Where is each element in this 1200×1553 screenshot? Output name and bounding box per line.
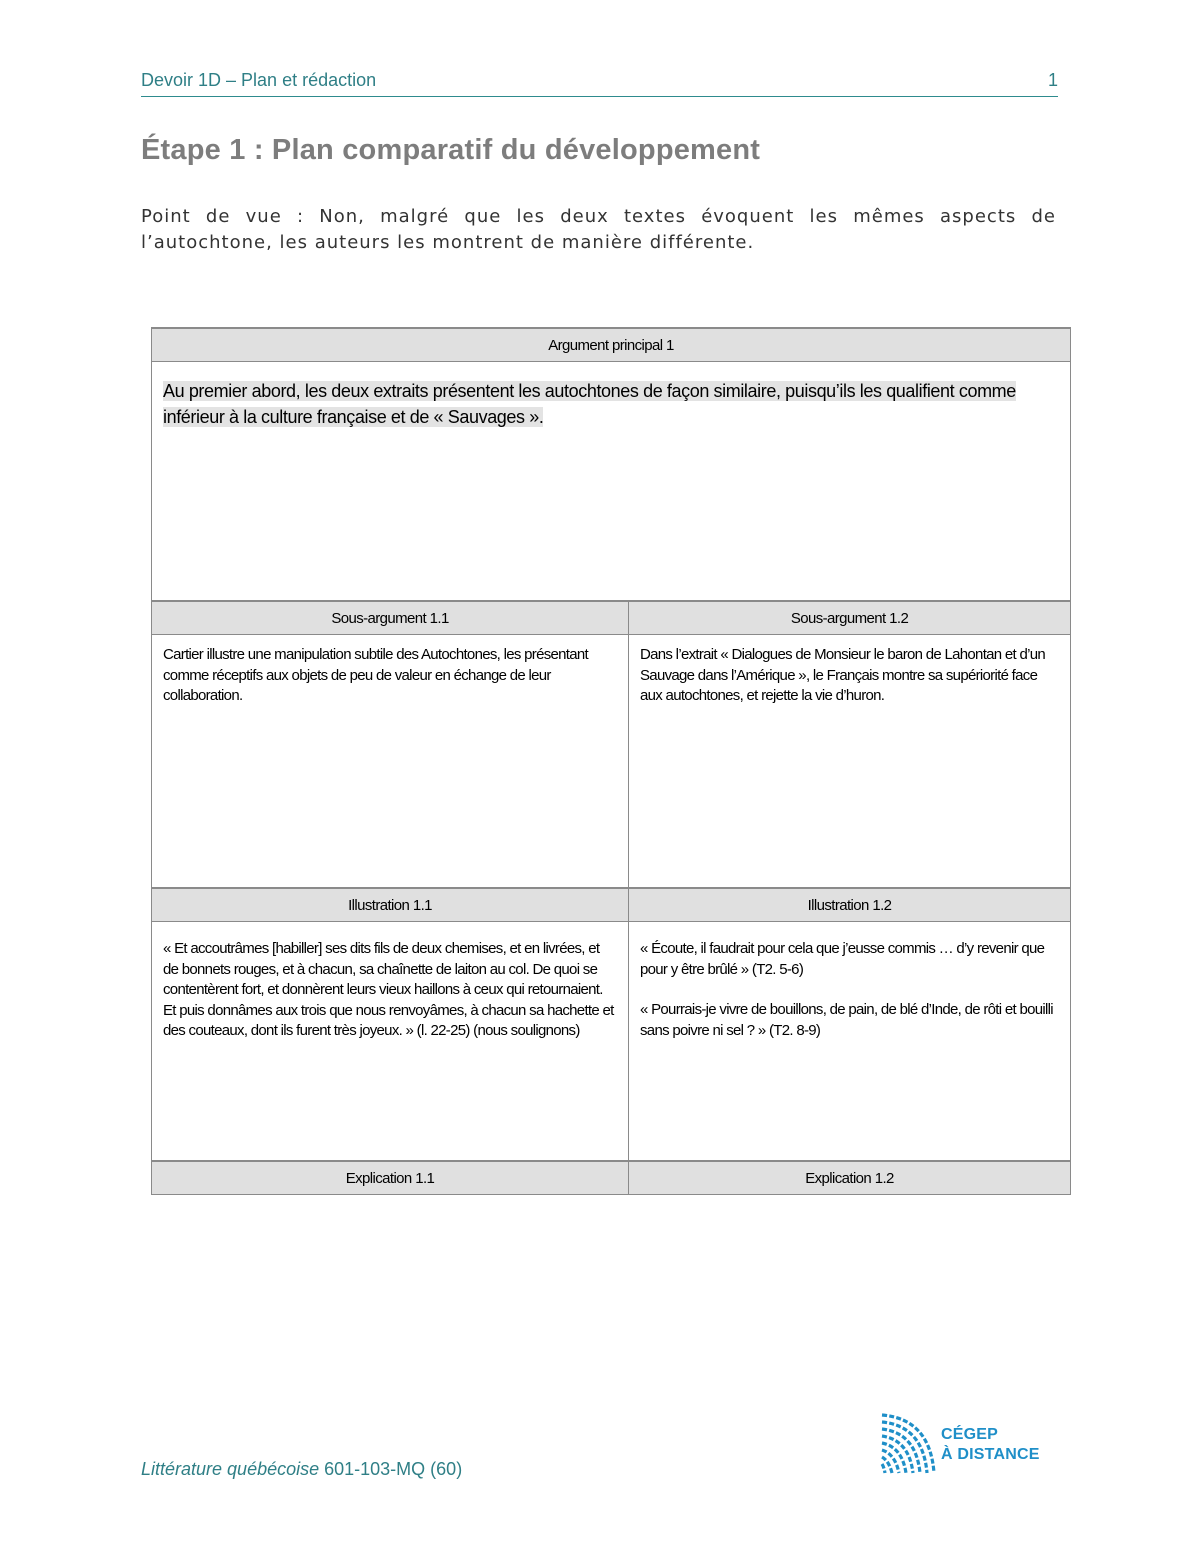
course-footer bbox=[141, 1459, 462, 1480]
cegep-logo bbox=[880, 1411, 1055, 1479]
illustration-1-2-quote-b: « Pourrais-je vivre de bouillons, de pain, de blé d’Inde, de rôti et bouilli sans poivre ni sel ? » (T2. 8-9) bbox=[640, 1001, 1053, 1039]
explanation-1-2-header: Explication 1.2 bbox=[629, 1161, 1071, 1195]
main-argument-header: Argument principal 1 bbox=[152, 328, 1071, 362]
course-name: Littérature québécoise bbox=[141, 1459, 320, 1479]
main-argument-cell[interactable] bbox=[152, 362, 1071, 602]
illustration-1-2-cell[interactable] bbox=[629, 922, 1071, 1162]
sub-argument-1-1-text: Cartier illustre une manipulation subtile des Autochtones, les présentant comme réceptifs aux objets de peu de valeur en échange de leur collaboration. bbox=[163, 646, 589, 704]
illustration-1-2-header: Illustration 1.2 bbox=[629, 888, 1071, 922]
page-number: 1 bbox=[1047, 70, 1058, 90]
sub-argument-1-1-header: Sous-argument 1.1 bbox=[152, 601, 629, 635]
explanation-1-1-header: Explication 1.1 bbox=[152, 1161, 629, 1195]
logo-line-1: CÉGEP bbox=[941, 1426, 999, 1443]
sub-argument-1-2-text: Dans l’extrait « Dialogues de Monsieur le baron de Lahontan et d’un Sauvage dans l’Amérique », le Français montre sa supériorité face aux autochtones, et rejette la vie d’huron. bbox=[640, 646, 1046, 704]
plan-table bbox=[151, 327, 1071, 1195]
point-of-view: Point de vue : Non, malgré que les deux textes évoquent les mêmes aspects de l’autochtone, les auteurs les montrent de manière différente. bbox=[141, 206, 1056, 253]
main-argument-text: Au premier abord, les deux extraits présentent les autochtones de façon similaire, puisqu’ils les qualifient comme inférieur à la culture française et de « Sauvages ». bbox=[163, 381, 1016, 427]
logo-line-2: À DISTANCE bbox=[941, 1446, 1040, 1463]
illustration-1-1-cell[interactable] bbox=[152, 922, 629, 1162]
illustration-1-1-text: « Et accoutrâmes [habiller] ses dits fils de deux chemises, et en livrées, et de bonnets rouges, et à chacun, sa chaînette de laiton au col. De quoi se contentèrent fort, et donnèrent leurs vieux haillons à ceux qui retournaient. Et puis donnâmes aux trois que nous renvoyâmes, à chacun sa hachette et des couteaux, dont ils furent très joyeux. » (l. 22-25) (nous soulignons) bbox=[163, 940, 614, 1039]
illustration-1-1-header: Illustration 1.1 bbox=[152, 888, 629, 922]
page-title: Étape 1 : Plan comparatif du développement bbox=[141, 134, 761, 166]
sub-argument-1-2-cell[interactable] bbox=[629, 635, 1071, 889]
page-header bbox=[141, 70, 1058, 97]
cegep-logo-icon bbox=[880, 1411, 937, 1479]
document-title: Devoir 1D – Plan et rédaction bbox=[141, 70, 377, 90]
illustration-1-2-quote-a: « Écoute, il faudrait pour cela que j’eusse commis … d’y revenir que pour y être brûlé » (T2. 5-6) bbox=[640, 940, 1045, 978]
course-code: 601-103-MQ (60) bbox=[319, 1459, 463, 1479]
sub-argument-1-1-cell[interactable] bbox=[152, 635, 629, 889]
sub-argument-1-2-header: Sous-argument 1.2 bbox=[629, 601, 1071, 635]
